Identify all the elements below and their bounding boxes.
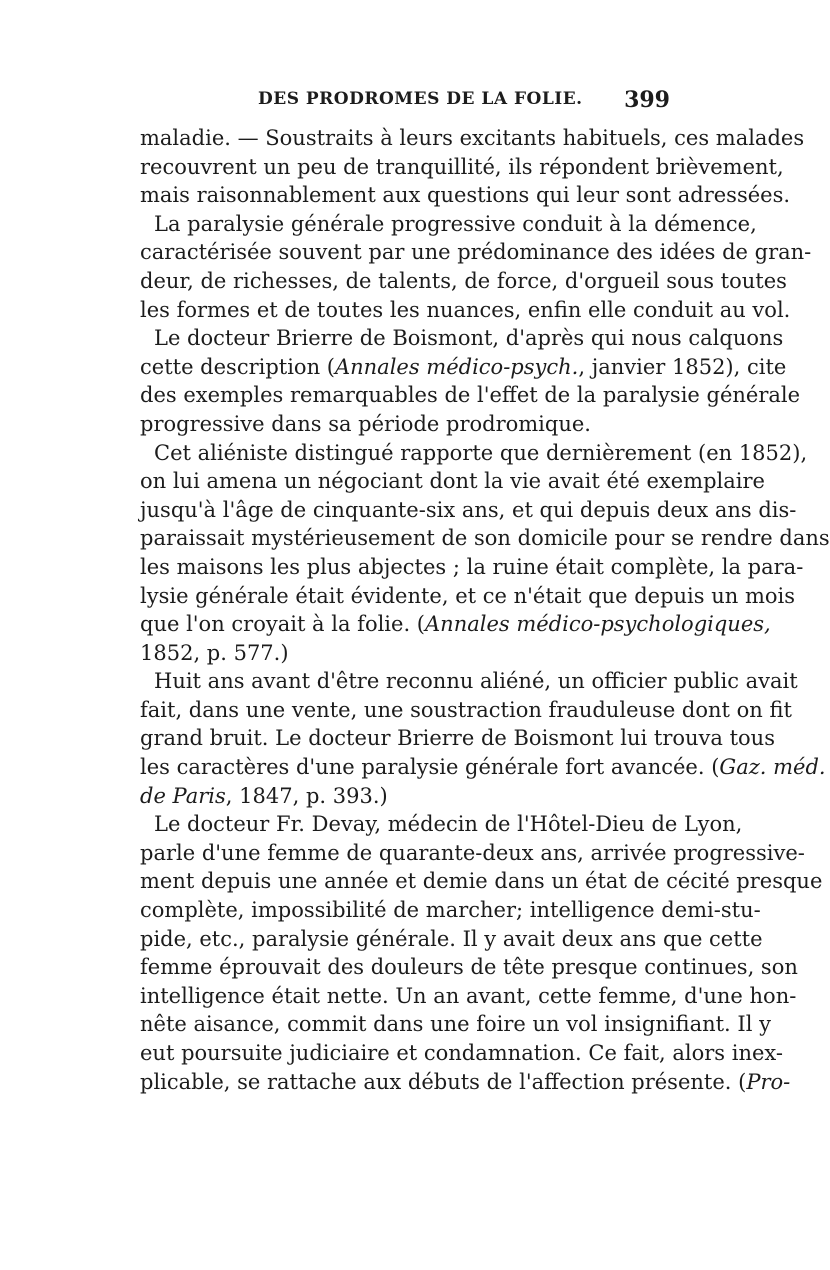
text-run: les caractères d'une paralysie générale fort avancée. ( [140, 755, 720, 780]
body-text [140, 124, 830, 1096]
text-line: complète, impossibilité de marcher; intelligence demi-stu- [140, 898, 761, 923]
text-line: nête aisance, commit dans une foire un vol insignifiant. Il y [140, 1012, 771, 1037]
italic-citation: Annales médico-psychologiques, [425, 612, 771, 637]
text-line: jusqu'à l'âge de cinquante-six ans, et qui depuis deux ans dis- [140, 497, 797, 522]
text-line: les maisons les plus abjectes ; la ruine était complète, la para- [140, 554, 804, 579]
italic-citation: Annales médico-psych. [334, 354, 579, 379]
text-line: Cet aliéniste distingué rapporte que dernièrement (en 1852), [154, 440, 808, 465]
text-line: Huit ans avant d'être reconnu aliéné, un officier public avait [154, 669, 798, 694]
text-line: Le docteur Brierre de Boismont, d'après qui nous calquons [154, 326, 784, 351]
page-number: 399 [624, 87, 670, 113]
text-line: 1852, p. 577.) [140, 640, 289, 665]
text-line: ment depuis une année et demie dans un état de cécité presque [140, 869, 823, 894]
italic-citation: Gaz. méd. [719, 755, 826, 780]
text-line: maladie. — Soustraits à leurs excitants habituels, ces malades [140, 126, 805, 150]
text-line [140, 782, 670, 811]
text-line [140, 753, 826, 782]
text-line: femme éprouvait des douleurs de tête presque continues, son [140, 955, 798, 980]
text-line: parle d'une femme de quarante-deux ans, arrivée progressive- [140, 840, 805, 865]
text-run: cette description ( [140, 354, 335, 379]
text-line: des exemples remarquables de l'effet de la paralysie générale [140, 383, 801, 408]
text-run: , 1847, p. 393.) [225, 783, 388, 808]
text-line: pide, etc., paralysie générale. Il y avait deux ans que cette [140, 926, 763, 951]
text-line: on lui amena un négociant dont la vie avait été exemplaire [140, 469, 765, 494]
text-line: lysie générale était évidente, et ce n'était que depuis un mois [140, 583, 795, 608]
text-line: caractérisée souvent par une prédominance des idées de gran- [140, 240, 812, 265]
text-line: deur, de richesses, de talents, de force, d'orgueil sous toutes [140, 268, 787, 293]
text-line: progressive dans sa période prodromique. [140, 411, 591, 436]
text-run: plicable, se rattache aux débuts de l'affection présente. ( [140, 1069, 747, 1094]
running-title: DES PRODROMES DE LA FOLIE. [258, 89, 583, 109]
text-run: , janvier 1852), cite [578, 354, 787, 379]
text-line: intelligence était nette. Un an avant, cette femme, d'une hon- [140, 983, 797, 1008]
text-line: mais raisonnablement aux questions qui leur sont adressées. [140, 183, 791, 208]
text-line: grand bruit. Le docteur Brierre de Boismont lui trouva tous [140, 726, 775, 751]
text-line [140, 610, 771, 639]
text-line: fait, dans une vente, une soustraction frauduleuse dont on fit [140, 697, 792, 722]
text-line: les formes et de toutes les nuances, enfin elle conduit au vol. [140, 297, 791, 322]
text-line: eut poursuite judiciaire et condamnation. Ce fait, alors inex- [140, 1041, 783, 1065]
text-line: Le docteur Fr. Devay, médecin de l'Hôtel-Dieu de Lyon, [154, 812, 743, 837]
text-run: que l'on croyait à la folie. ( [140, 612, 425, 637]
page-header [140, 89, 670, 119]
text-line [140, 1068, 791, 1097]
italic-citation: de Paris [140, 783, 226, 808]
text-line [140, 353, 787, 382]
text-line: paraissait mystérieusement de son domicile pour se rendre dans [140, 526, 830, 551]
italic-citation: Pro- [746, 1069, 791, 1094]
text-line: recouvrent un peu de tranquillité, ils répondent brièvement, [140, 154, 784, 179]
text-line: La paralysie générale progressive conduit à la démence, [154, 211, 757, 236]
